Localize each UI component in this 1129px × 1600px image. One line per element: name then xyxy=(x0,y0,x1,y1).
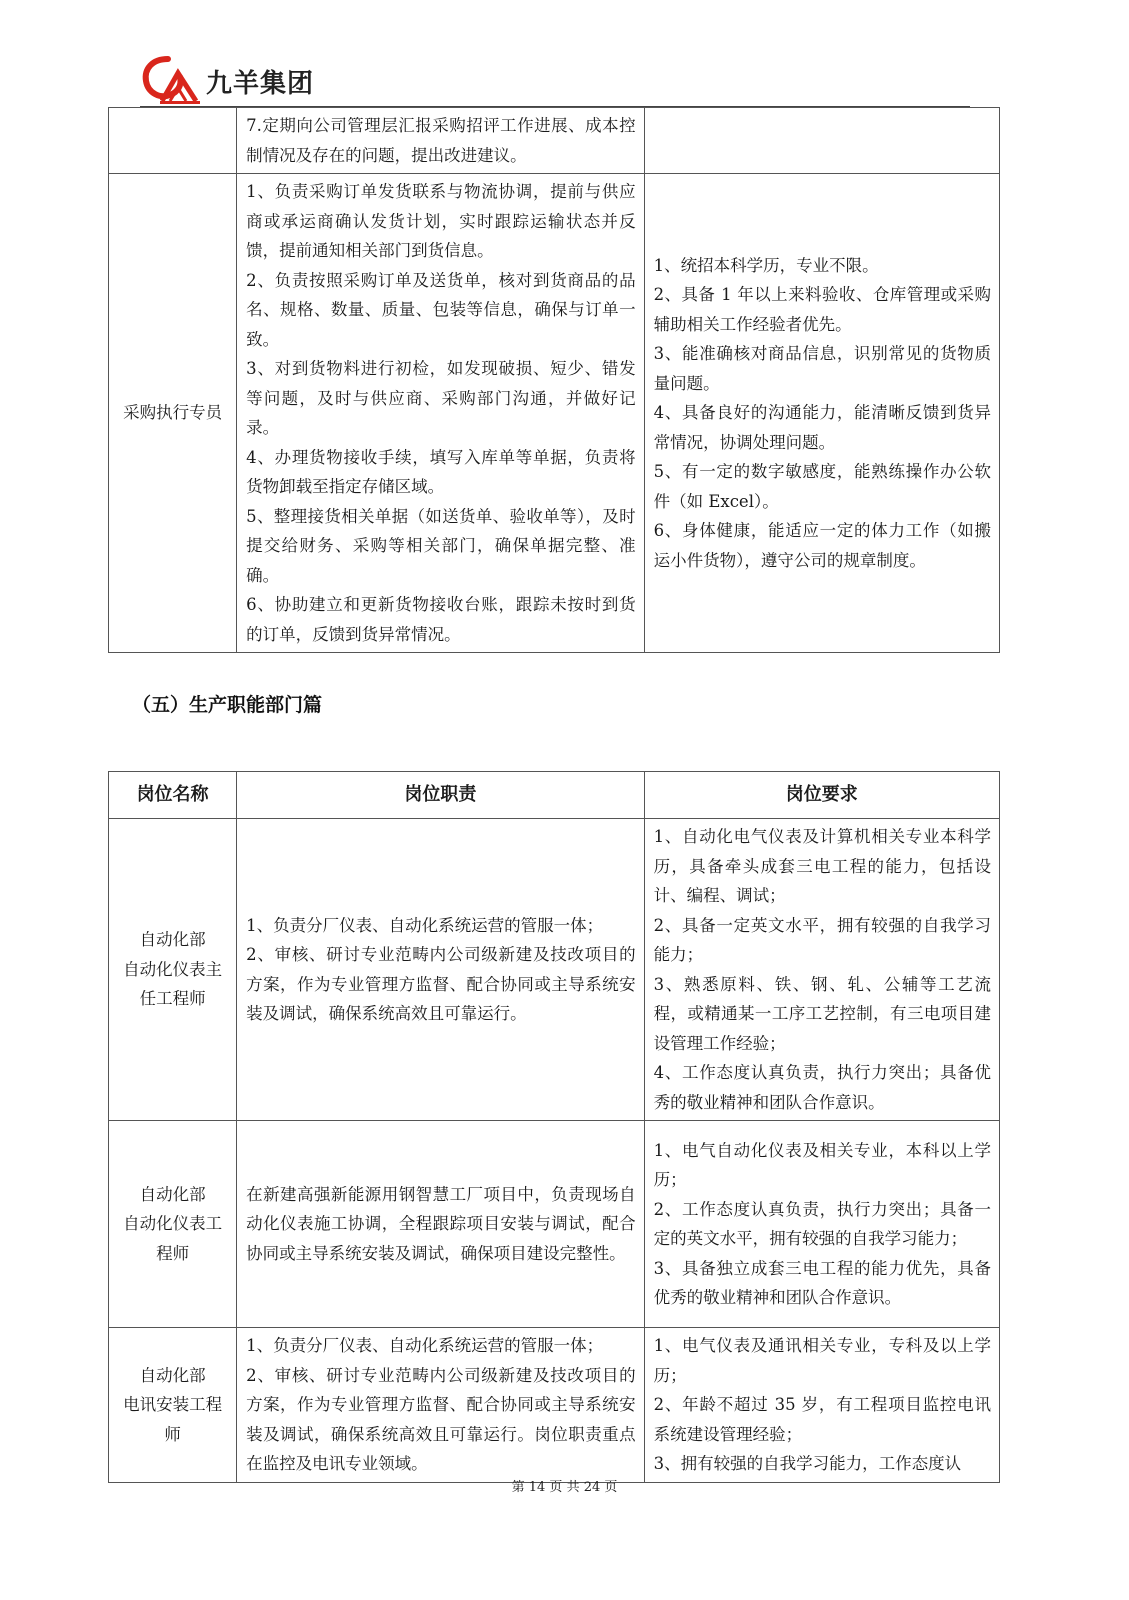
requirements-cell: 1、电气仪表及通讯相关专业，专科及以上学历； 2、年龄不超过 35 岁，有工程项目监控电讯系统建设管理经验； 3、拥有较强的自我学习能力，工作态度认 xyxy=(644,1328,999,1483)
duties-cell: 1、负责分厂仪表、自动化系统运营的管服一体； 2、审核、研讨专业范畴内公司级新建及技改项目的方案，作为专业管理方监督、配合协同或主导系统安装及调试，确保系统高效且可靠运行。 xyxy=(237,819,644,1121)
position-cell: 自动化部 自动化仪表主 任工程师 xyxy=(109,819,237,1121)
requirements-cell: 1、自动化电气仪表及计算机相关专业本科学历，具备牵头成套三电工程的能力，包括设计、编程、调试； 2、具备一定英文水平，拥有较强的自我学习能力； 3、熟悉原料、铁、钢、轧、公辅等工艺流程，或精通某一工序工艺控制，有三电项目建设管理工作经验； 4、工作态度认真负责，执行力突出；具备优秀的敬业精神和团队合作意识。 xyxy=(644,819,999,1121)
position-cell: 采购执行专员 xyxy=(109,174,237,653)
page-header xyxy=(140,55,970,107)
position-cell: 自动化部 自动化仪表工 程师 xyxy=(109,1121,237,1328)
requirements-cell xyxy=(644,108,999,174)
table-row xyxy=(109,1121,1000,1328)
company-logo-icon xyxy=(140,55,204,105)
table-row xyxy=(109,108,1000,174)
duties-cell: 在新建高强新能源用钢智慧工厂项目中，负责现场自动化仪表施工协调，全程跟踪项目安装与调试，配合协同或主导系统安装及调试，确保项目建设完整性。 xyxy=(237,1121,644,1328)
duties-cell: 1、负责分厂仪表、自动化系统运营的管服一体； 2、审核、研讨专业范畴内公司级新建及技改项目的方案，作为专业管理方监督、配合协同或主导系统安装及调试，确保系统高效且可靠运行。岗位职责重点在监控及电讯专业领域。 xyxy=(237,1328,644,1483)
position-cell xyxy=(109,108,237,174)
position-cell: 自动化部 电讯安装工程 师 xyxy=(109,1328,237,1483)
table-row xyxy=(109,1328,1000,1483)
duties-cell: 1、负责采购订单发货联系与物流协调，提前与供应商或承运商确认发货计划，实时跟踪运输状态并反馈，提前通知相关部门到货信息。 2、负责按照采购订单及送货单，核对到货商品的品名、规格、数量、质量、包装等信息，确保与订单一致。 3、对到货物料进行初检，如发现破损、短少、错发等问题，及时与供应商、采购部门沟通，并做好记录。 4、办理货物接收手续，填写入库单等单据，负责将货物卸载至指定存储区域。 5、整理接货相关单据（如送货单、验收单等），及时提交给财务、采购等相关部门，确保单据完整、准确。 6、协助建立和更新货物接收台账，跟踪未按时到货的订单，反馈到货异常情况。 xyxy=(237,174,644,653)
page-number: 第 14 页 共 24 页 xyxy=(511,1480,618,1495)
table-header-row xyxy=(109,772,1000,819)
job-table-purchasing xyxy=(108,107,1000,653)
table-row xyxy=(109,174,1000,653)
table-row xyxy=(109,819,1000,1121)
job-table-production xyxy=(108,771,1000,1483)
column-header-requirements: 岗位要求 xyxy=(644,772,999,819)
company-name: 九羊集团 xyxy=(206,69,315,99)
requirements-cell: 1、电气自动化仪表及相关专业，本科以上学历； 2、工作态度认真负责，执行力突出；具备一定的英文水平，拥有较强的自我学习能力； 3、具备独立成套三电工程的能力优先，具备优秀的敬业精神和团队合作意识。 xyxy=(644,1121,999,1328)
section-title: （五）生产职能部门篇 xyxy=(132,694,323,716)
requirements-cell: 1、统招本科学历，专业不限。 2、具备 1 年以上来料验收、仓库管理或采购辅助相关工作经验者优先。 3、能准确核对商品信息，识别常见的货物质量问题。 4、具备良好的沟通能力，能清晰反馈到货异常情况，协调处理问题。 5、有一定的数字敏感度，能熟练操作办公软件（如 Excel）。 6、身体健康，能适应一定的体力工作（如搬运小件货物），遵守公司的规章制度。 xyxy=(644,174,999,653)
column-header-duties: 岗位职责 xyxy=(237,772,644,819)
column-header-position: 岗位名称 xyxy=(109,772,237,819)
duties-cell: 7.定期向公司管理层汇报采购招评工作进展、成本控制情况及存在的问题，提出改进建议。 xyxy=(237,108,644,174)
